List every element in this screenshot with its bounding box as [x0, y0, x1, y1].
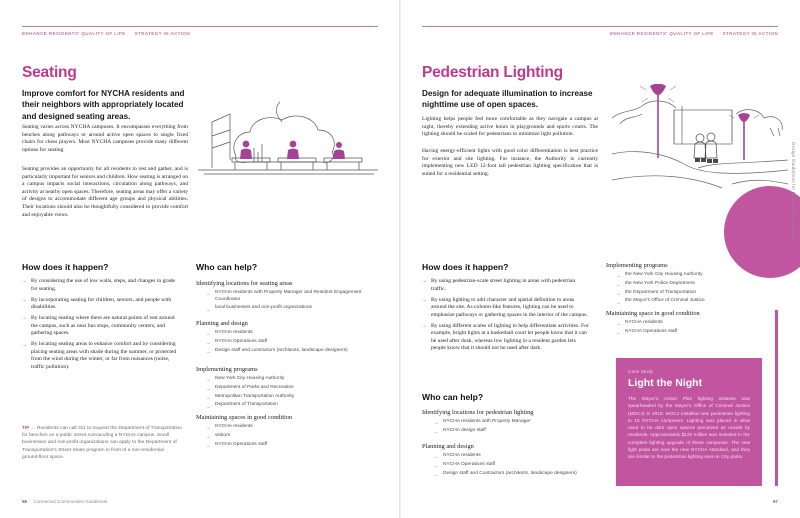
who-heading-left: Who can help? [196, 262, 258, 272]
how-item-text: By locating seating where there are natural points of rest around the campus, such as near bus stops, community centers, and gathering spaces. [31, 315, 175, 337]
who-item-text: Metropolitan Transportation Authority [215, 393, 295, 399]
arrow-icon: → [206, 291, 211, 297]
seating-illustration [196, 92, 380, 204]
list-item [434, 453, 590, 460]
who-group-list [616, 272, 774, 307]
how-item-text: By using lighting to add character and spatial definition to areas around the site. As column-like features, lighting can be used to emphasize pathways or gathering spaces in the interior of the campus. [431, 296, 588, 318]
arrow-icon: → [206, 425, 211, 431]
list-item [206, 376, 370, 383]
who-item-text: the Mayor's Office of Criminal Justice [625, 298, 705, 304]
list-item [206, 305, 370, 312]
who-group-label: Implementing programs [606, 262, 668, 269]
arrow-icon: → [206, 306, 211, 312]
who-group-list [206, 424, 370, 450]
list-item [206, 394, 370, 401]
who-group-label: Implementing programs [196, 366, 258, 373]
who-item-text: NYCHA residents [625, 320, 663, 325]
who-item-text: the New York Police Department [625, 280, 695, 286]
running-head-left-part1: ENHANCE RESIDENTS' QUALITY OF LIFE [22, 31, 126, 36]
lede-seating: Improve comfort for NYCHA residents and their neighbors with appropriately located and designed seating areas. [22, 89, 185, 121]
tip-label: TIP [22, 425, 30, 430]
arrow-icon: → [22, 278, 28, 285]
who-group-list [206, 330, 370, 356]
running-head-left-part2: STRATEGY IN ACTION [134, 31, 190, 36]
header-rule-right [422, 26, 778, 27]
arrow-icon: → [422, 278, 428, 285]
who-item-text: NYCHA design staff [443, 427, 486, 433]
how-item-text: By locating seating areas to enhance comfort and by considering placing seating areas with shade during the summer, or protected from the wind during the winter, or far from nuisances (noise, traffic pollution). [31, 341, 177, 370]
page-right [400, 0, 800, 518]
list-item [22, 341, 182, 371]
list-item [206, 402, 370, 409]
who-group-label: Identifying locations for pedestrian lighting [422, 409, 534, 416]
list-item [616, 329, 774, 336]
header-rule-left [22, 26, 378, 27]
arrow-icon: → [206, 442, 211, 448]
who-group-label: Maintaining spaces in good condition [196, 414, 293, 421]
who-item-text: NYCHA residents with Property Manager and Resident Engagement Coordinator [215, 290, 362, 302]
who-item-text: NYCHA Operations staff [215, 441, 268, 447]
arrow-icon: → [206, 385, 211, 391]
intro-paragraph-2: Seating provides an opportunity for all residents to rest and gather, and is particularly important for seniors and children. How seating is arranged on a campus impacts social interactions, circulation along pathways, and activity at nearby open spaces. Therefore, seating areas may offer a variety of designs to accommodate different age groups and physical abilities. Their locations should also be thoughtfully considered to provide comfort and enjoyable views. [22, 166, 188, 218]
list-item [434, 428, 590, 435]
side-tab-strip [775, 310, 779, 486]
arrow-icon: → [206, 339, 211, 345]
arrow-icon: → [616, 281, 621, 287]
arrow-icon: → [434, 471, 439, 477]
page-number-left: 96 [22, 499, 28, 504]
who-item-text: Design staff and Contractors (architects, landscape designers) [443, 470, 577, 476]
arrow-icon: → [206, 394, 211, 400]
how-item-text: By using pedestrian-scale street lighting in areas with pedestrian traffic. [431, 278, 576, 292]
decorative-circle [724, 186, 800, 278]
list-item [422, 278, 590, 293]
who-group-list [434, 453, 590, 479]
who-item-text: NYCHA residents [443, 453, 481, 458]
who-item-text: NYCHA Operations staff [625, 328, 678, 334]
arrow-icon: → [22, 296, 28, 303]
list-item [616, 290, 774, 297]
arrow-icon: → [616, 329, 621, 335]
footer-text-left: Connected Communities Guidebook [33, 499, 108, 504]
how-item-text: By incorporating seating for children, seniors, and people with disabilities. [31, 296, 172, 311]
page-gutter [399, 0, 401, 518]
list-item [206, 424, 370, 431]
list-item [616, 281, 774, 288]
intro-paragraph-2: Having energy-efficient lights with good color differentiation is best practice for exterior and site lighting. For instance, the Authority is currently implementing new LED 12-foot tall pedestrian lighting specification that is suited for a residential setting. [422, 148, 598, 177]
who-group-list [616, 320, 774, 338]
list-item [206, 385, 370, 392]
list-item [206, 339, 370, 346]
list-item [22, 297, 182, 312]
who-item-text: NYCHA residents with Property Manager [443, 419, 531, 424]
who-item-text: visitors [215, 432, 231, 438]
intro-paragraph-1: Lighting helps people feel more comfortable as they navigate a campus at night, thereby extending active hours in playgrounds and sports courts. The lighting should be scaled for pedestrians to minimize light pollution. [422, 116, 598, 138]
how-item-text: By considering the use of low walls, steps, and changes in grade for seating. [31, 278, 176, 292]
who-group-label: Identifying locations for seating areas [196, 280, 293, 287]
page-title-seating: Seating [22, 64, 77, 81]
list-item [422, 323, 590, 353]
arrow-icon: → [206, 433, 211, 439]
who-item-text: NYCHA Operations staff [215, 338, 268, 344]
how-list-left [22, 278, 182, 375]
list-item [206, 290, 370, 303]
side-tab-label: Design Guidelines for NYCHA Open Spaces [791, 142, 796, 241]
who-item-text: New York City Housing Authority [215, 376, 285, 381]
who-item-text: NYCHA residents [215, 330, 253, 335]
who-item-text: NYCHA residents [215, 424, 253, 429]
arrow-icon: → [434, 428, 439, 434]
intro-paragraph-1: Seating varies across NYCHA campuses. It encompasses everything from benches along pathways or around active open spaces to single fixed chairs for chess players. Most NYCHA campuses provide many different options for seating. [22, 124, 188, 153]
list-item [434, 419, 590, 426]
who-item-text: Design staff and contractors (architects, landscape designers) [215, 347, 348, 353]
arrow-icon: → [434, 462, 439, 468]
running-head-right-part2: STRATEGY IN ACTION [722, 31, 778, 36]
list-item [22, 315, 182, 338]
running-head-right-part1: ENHANCE RESIDENTS' QUALITY OF LIFE [610, 31, 714, 36]
who-item-text: Department of Parks and Recreation [215, 384, 294, 390]
arrow-icon: → [206, 348, 211, 354]
who-group-label: Planning and design [422, 443, 474, 450]
arrow-icon: → [22, 315, 28, 322]
footer-right [773, 499, 778, 504]
running-head-left [22, 31, 190, 36]
who-group-list [206, 376, 370, 411]
pedestrian-lighting-illustration [612, 84, 788, 196]
who-group-label: Maintaining space in good condition [606, 310, 700, 317]
arrow-icon: → [616, 273, 621, 279]
tip-text: Residents can call 311 to request the Department of Transportation for benches on a public street surrounding a NYCHA campus. Small businesses and non-profit organizations can apply to the Department of Transportation's Street Seats program in front of a non-residential ground-floor space. [22, 426, 182, 460]
list-item [206, 433, 370, 440]
arrow-icon: → [422, 296, 428, 303]
arrow-icon: → [22, 341, 28, 348]
tip-box-left [22, 424, 182, 461]
list-item [616, 272, 774, 279]
case-study-title: Light the Night [628, 377, 703, 389]
list-item [616, 320, 774, 327]
how-heading-left: How does it happen? [22, 262, 109, 272]
arrow-icon: → [206, 331, 211, 337]
how-heading-right: How does it happen? [422, 262, 509, 272]
list-item [206, 348, 370, 355]
list-item [206, 442, 370, 449]
who-item-text: the Department of Transportation [625, 289, 697, 295]
who-item-text: NYCHA Operations staff [443, 461, 496, 467]
footer-left [22, 499, 107, 504]
arrow-icon: → [206, 403, 211, 409]
who-heading-right: Who can help? [422, 392, 484, 402]
arrow-icon: → [616, 321, 621, 327]
case-study-box [616, 358, 762, 486]
running-head-right [610, 31, 778, 36]
arrow-icon: → [616, 299, 621, 305]
who-group-list [206, 290, 370, 314]
page-title-pedestrian-lighting: Pedestrian Lighting [422, 64, 563, 81]
list-item [434, 462, 590, 469]
list-item [22, 278, 182, 293]
arrow-icon: → [616, 290, 621, 296]
how-item-text: By using different scales of lighting to help differentiate activities. For example, bright lights at a basketball court let people know that it can be used after dusk, whereas low lighting in a resident garden lets people know that it should not be used after dark. [431, 322, 589, 352]
page-number-right: 97 [772, 499, 778, 504]
who-item-text: the New York City Housing Authority [625, 272, 703, 277]
arrow-icon: → [30, 426, 36, 431]
list-item [616, 298, 774, 305]
who-group-list [434, 419, 590, 437]
arrow-icon: → [434, 454, 439, 460]
who-item-text: local businesses and non-profit organizations [215, 305, 312, 311]
list-item [422, 297, 590, 320]
list-item [434, 471, 590, 478]
how-list-right [422, 278, 590, 356]
arrow-icon: → [434, 420, 439, 426]
who-item-text: Department of Transportation [215, 402, 279, 408]
arrow-icon: → [422, 322, 428, 329]
who-group-label: Planning and design [196, 320, 248, 327]
lede-lighting: Design for adequate illumination to increase nighttime use of open spaces. [422, 89, 593, 110]
arrow-icon: → [206, 377, 211, 383]
case-study-kicker: Case Study [628, 369, 654, 374]
list-item [206, 330, 370, 337]
case-study-body: The Mayor's Action Plan lighting initiative was spearheaded by the Mayor's Office of Criminal Justice (MOCJ) in 2015. MOCJ installed new pedestrian lighting in 15 NYCHA campuses. Lighting was placed in what used to be dark open spaces perceived as unsafe by residents. Approximately $120 million was invested in the complete lighting upgrade of these campuses. The new light posts are now the new NYCHA standard, and they are similar to the pedestrian lighting seen in City parks. [628, 397, 750, 461]
